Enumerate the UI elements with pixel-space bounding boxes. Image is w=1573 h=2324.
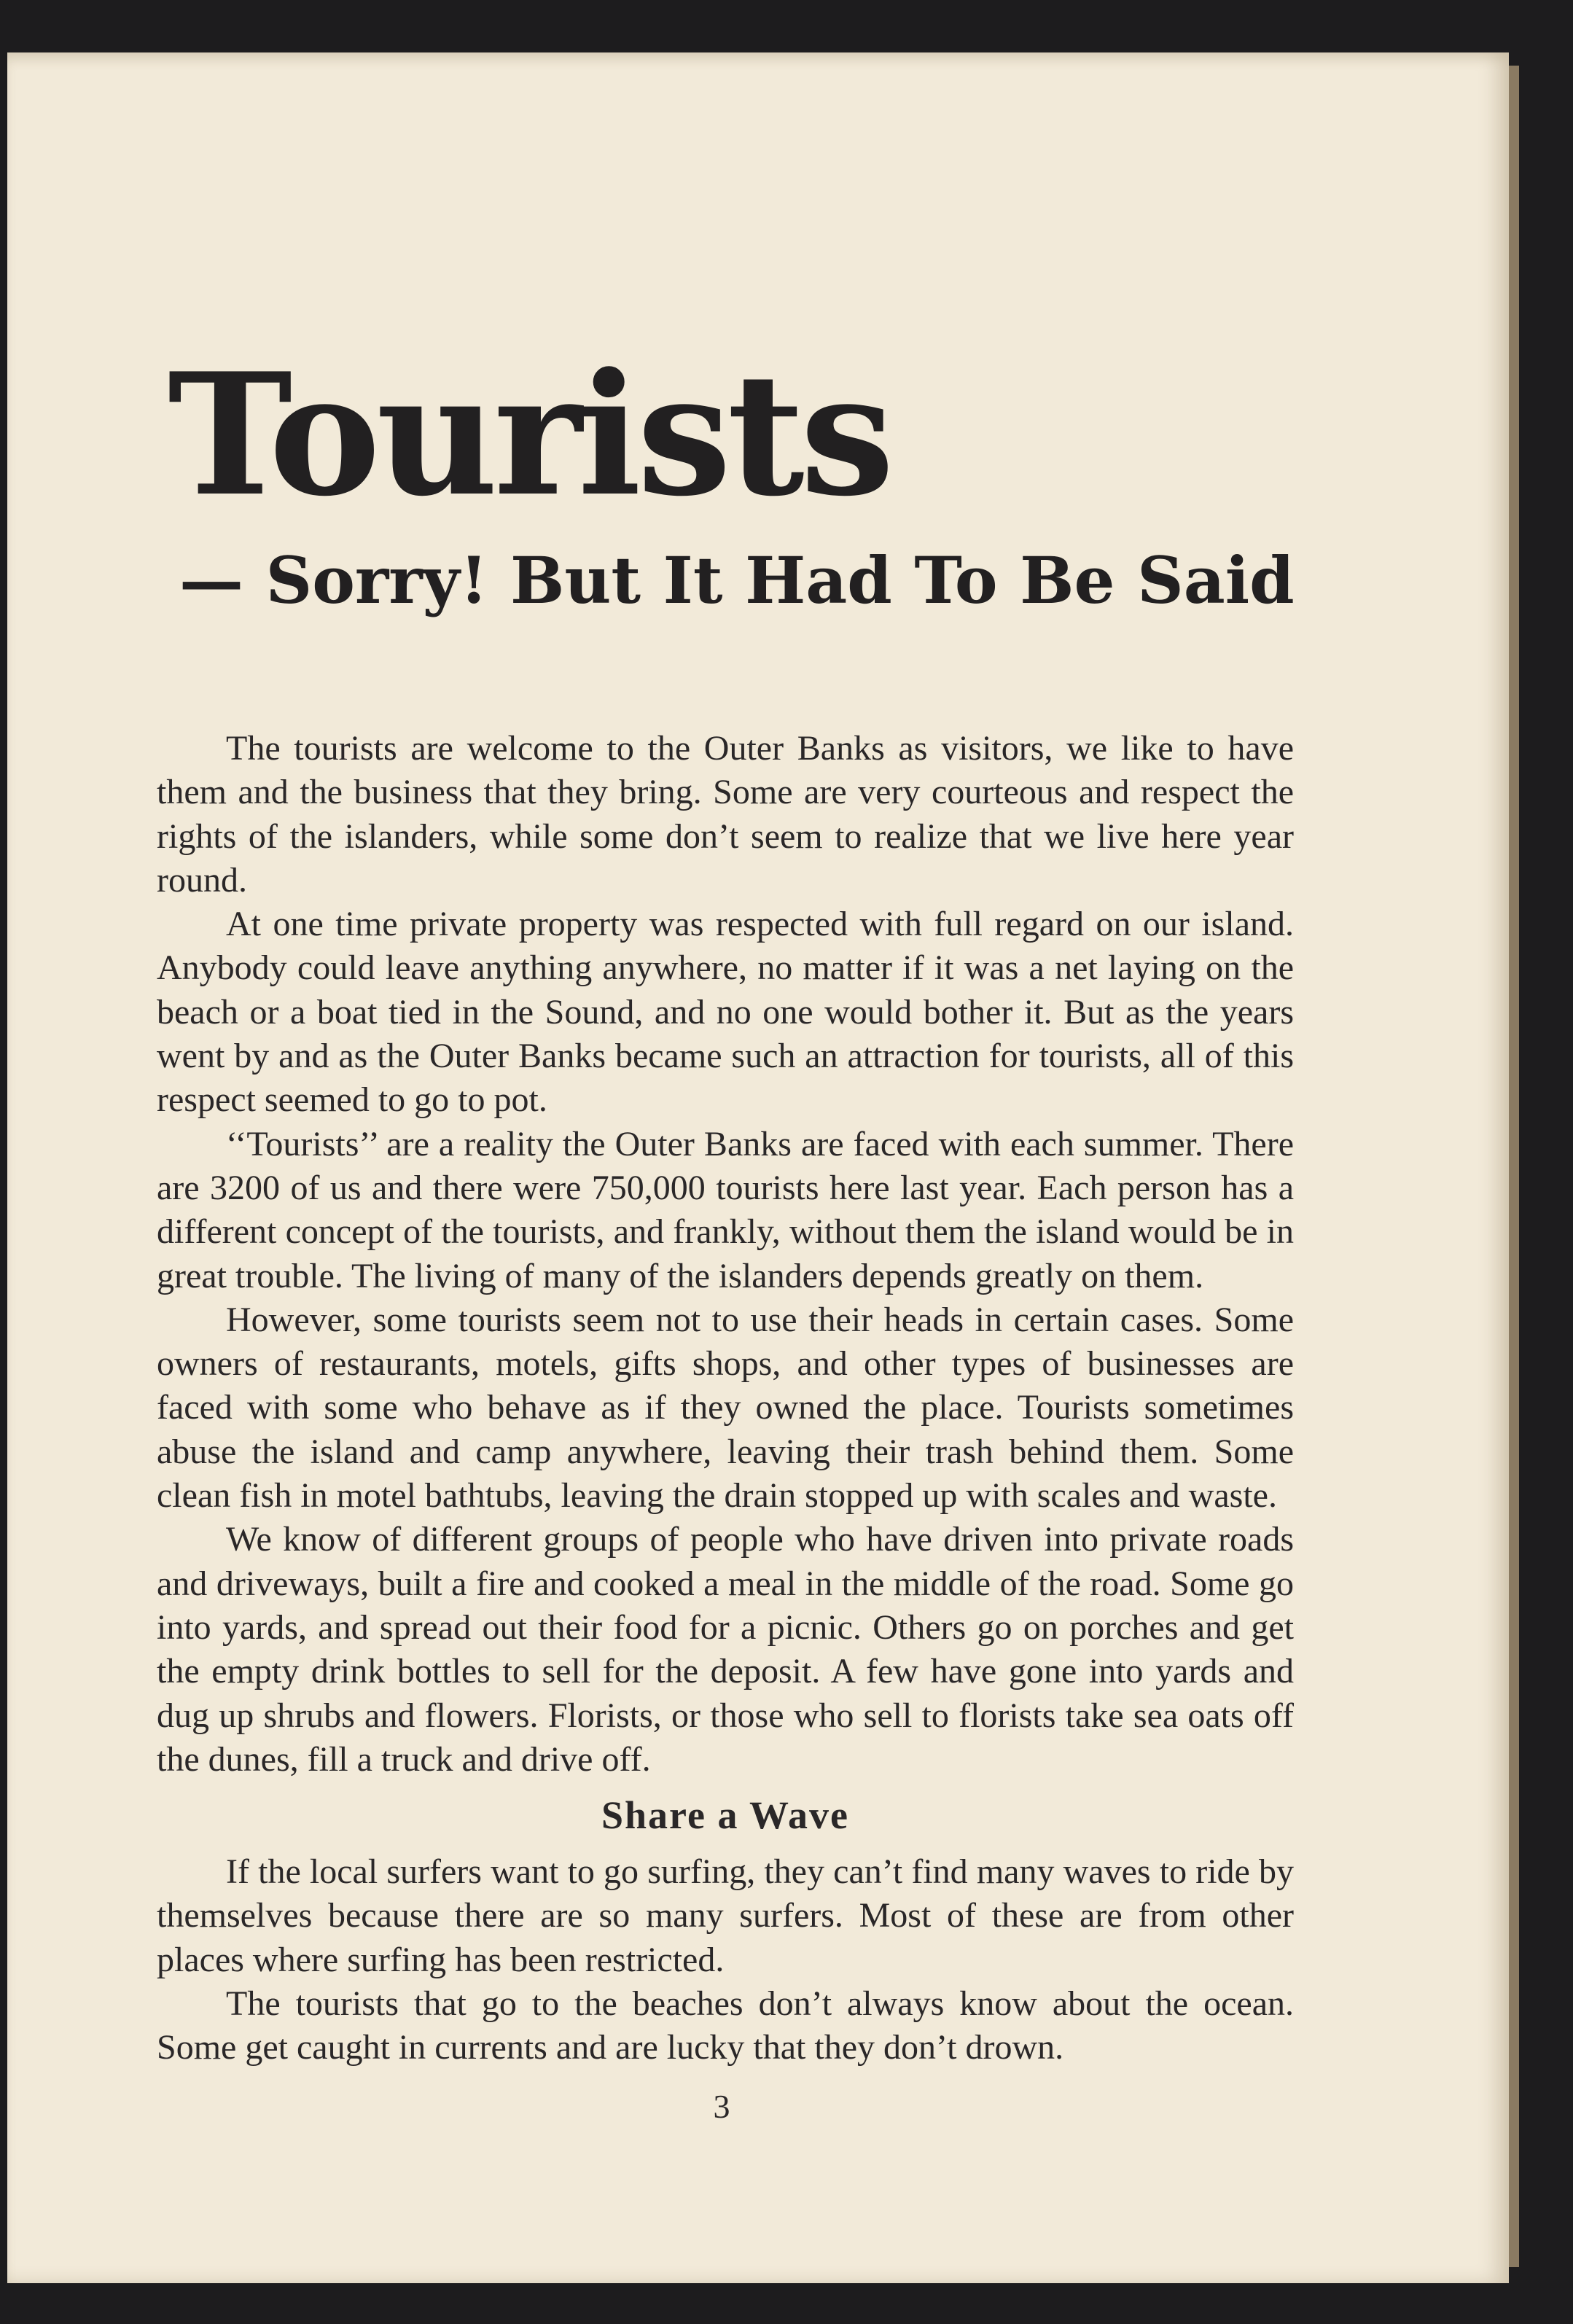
page-edge <box>1509 66 1519 2267</box>
section-heading: Share a Wave <box>601 1793 850 1838</box>
section-paragraph-2: The tourists that go to the beaches don’t always know about the ocean. Some get caught in currents and are lucky that they don’t drown. <box>157 1984 1294 2067</box>
paragraph-3: ‘‘Tourists’’ are a reality the Outer Banks are faced with each summer. There are 3200 of us and there were 750,000 tourists here last year. Each person has a different concept of the tourists, and frankly, without them the island would be in great trouble. The living of many of the islanders depends greatly on them. <box>157 1124 1294 1295</box>
paragraph-1: The tourists are welcome to the Outer Banks as visitors, we like to have them and the business that they bring. Some are very courteous and respect the rights of the islanders, while some don’t seem to realize that we live here year round. <box>157 729 1294 900</box>
article-body <box>157 727 1294 2070</box>
page-number: 3 <box>713 2088 730 2125</box>
article-title: Tourists <box>168 337 891 534</box>
paragraph-5: We know of different groups of people who have driven into private roads and driveways, built a fire and cooked a meal in the middle of the road. Some go into yards, and spread out their food for a picnic. Others go on porches and get the empty drink bottles to sell for the deposit. A few have gone into yards and dug up shrubs and flowers. Florists, or those who sell to florists take sea oats off the dunes, fill a truck and drive off. <box>157 1520 1294 1779</box>
article-subtitle: — Sorry! But It Had To Be Said <box>179 542 1295 618</box>
book-page <box>7 52 1509 2283</box>
section-paragraph-1: If the local surfers want to go surfing, they can’t find many waves to ride by themselves because there are so many surfers. Most of these are from other places where surfing has been restricted. <box>157 1852 1294 1979</box>
paragraph-2: At one time private property was respected with full regard on our island. Anybody could leave anything anywhere, no matter if it was a net laying on the beach or a boat tied in the Sound, and no one would bother it. But as the years went by and as the Outer Banks became such an attraction for tourists, all of this respect seemed to go to pot. <box>157 905 1294 1120</box>
paragraph-4: However, some tourists seem not to use their heads in certain cases. Some owners of restaurants, motels, gifts shops, and other types of businesses are faced with some who behave as if they owned the place. Tourists sometimes abuse the island and camp anywhere, leaving their trash behind them. Some clean fish in motel bathtubs, leaving the drain stopped up with scales and waste. <box>157 1300 1294 1516</box>
